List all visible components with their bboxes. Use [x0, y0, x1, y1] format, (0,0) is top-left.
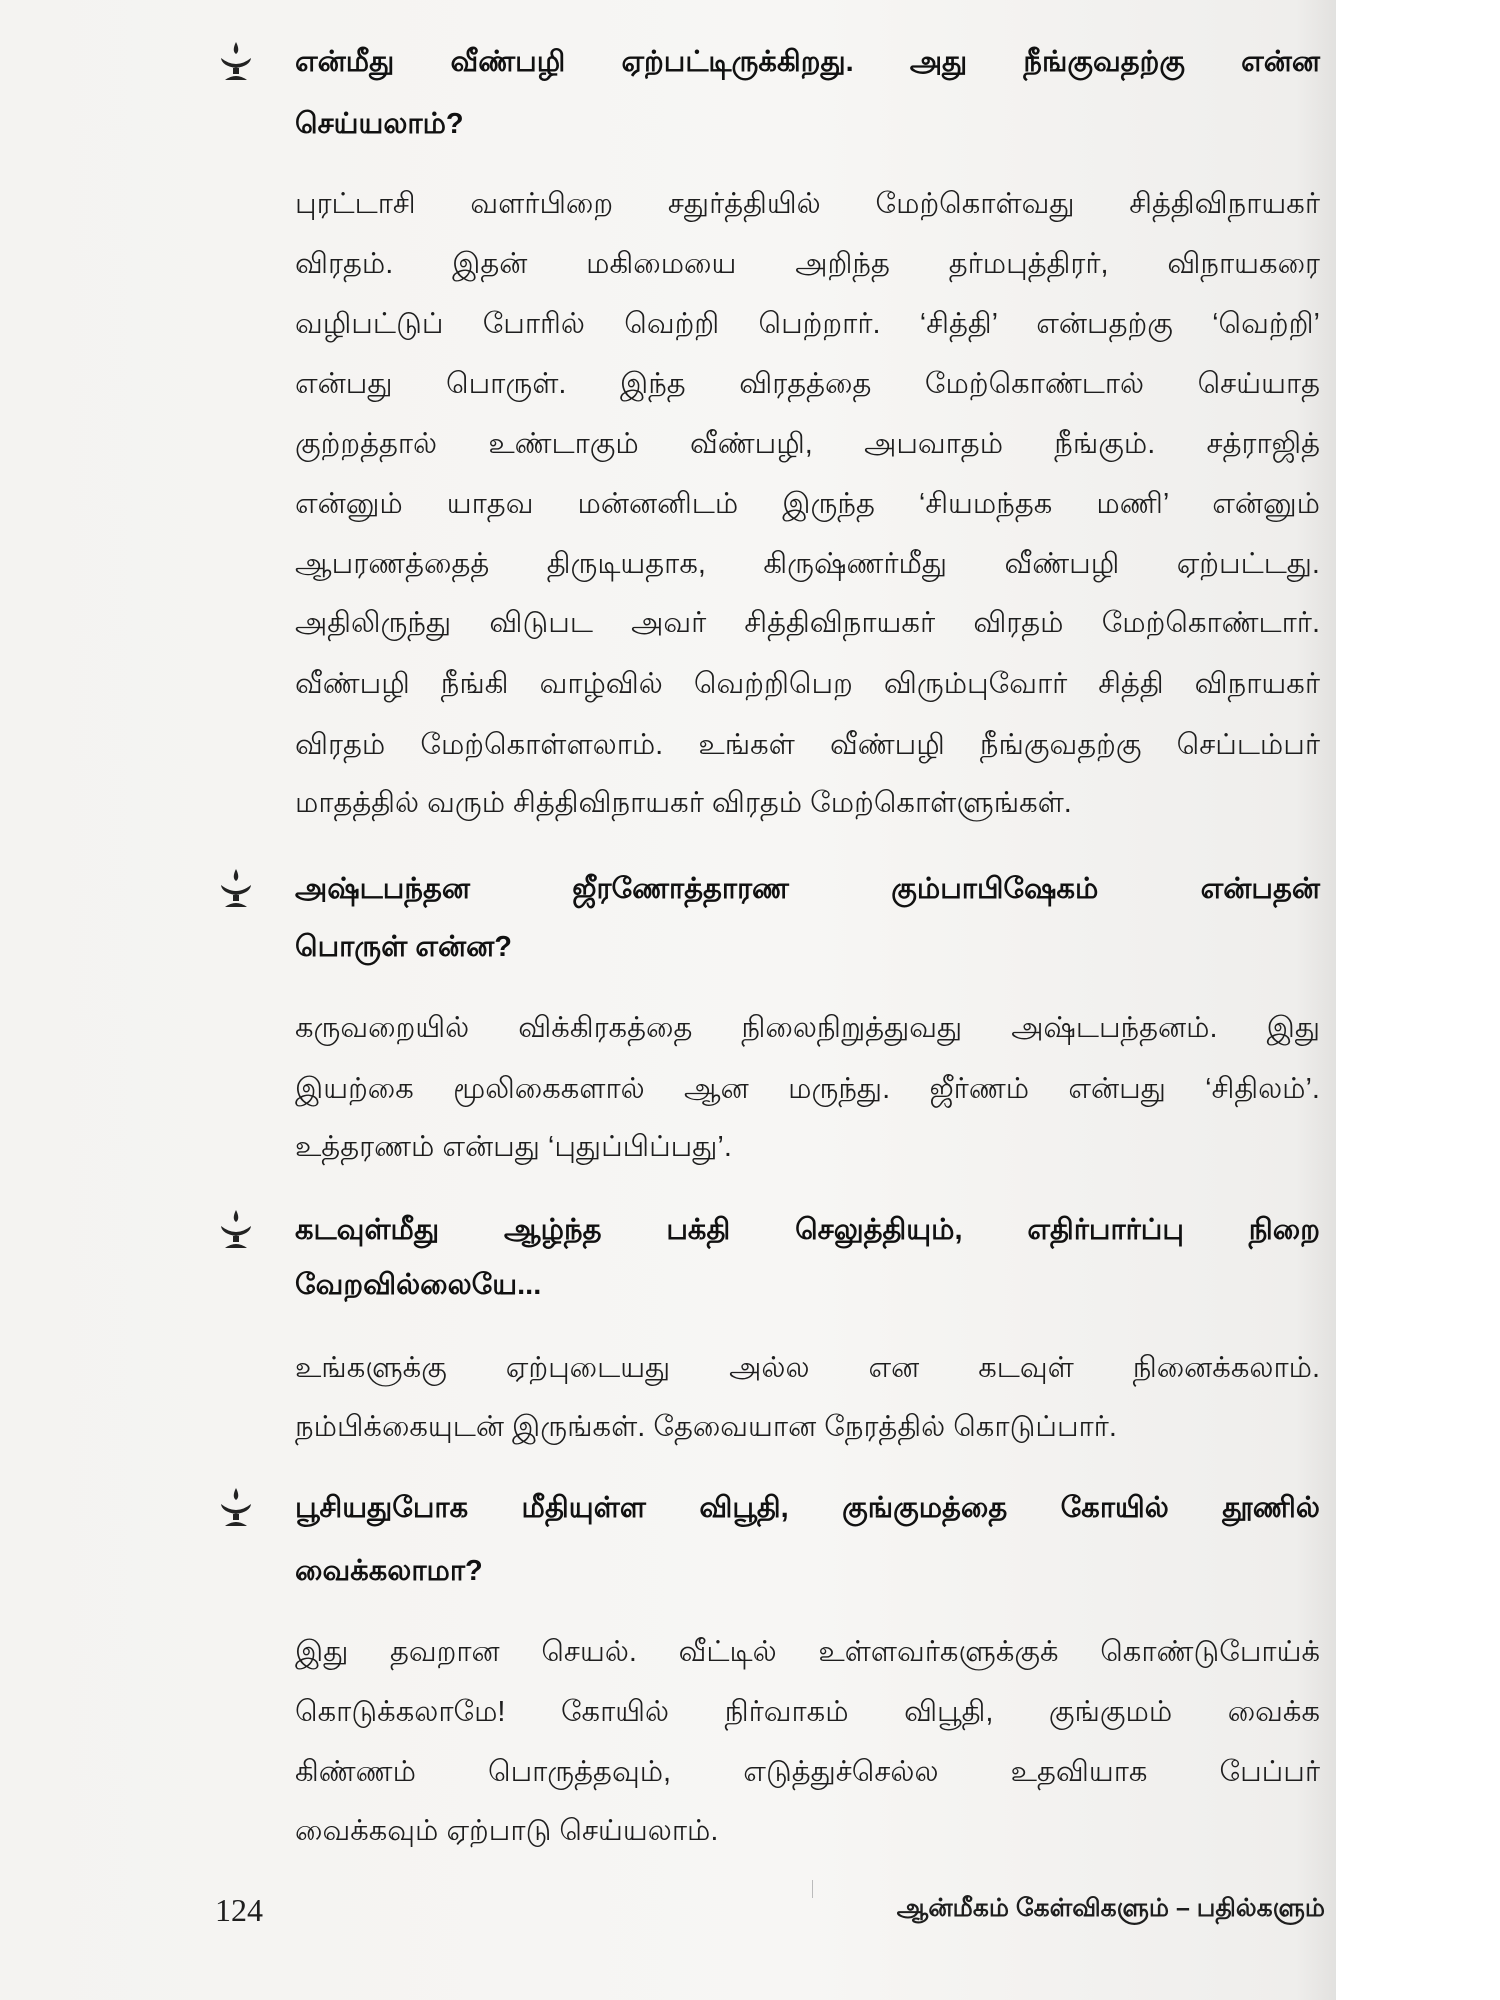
answer-line: கருவறையில் விக்கிரகத்தை நிலைநிறுத்துவது அஷ்டபந்தனம். இது: [295, 1012, 1320, 1044]
running-title: ஆன்மீகம் கேள்விகளும் – பதில்களும்: [896, 1894, 1325, 1922]
answer-line: இயற்கை மூலிகைகளால் ஆன மருந்து. ஜீர்ணம் என்பது ‘சிதிலம்’.: [295, 1073, 1320, 1105]
question-line: கடவுள்மீது ஆழ்ந்த பக்தி செலுத்தியும், எதிர்பார்ப்பு நிறை: [295, 1214, 1320, 1246]
answer-line: கொடுக்கலாமே! கோயில் நிர்வாகம் விபூதி, குங்குமம் வைக்க: [295, 1696, 1320, 1728]
answer-line: இது தவறான செயல். வீட்டில் உள்ளவர்களுக்குக் கொண்டுபோய்க்: [295, 1636, 1320, 1668]
answer-line: வழிபட்டுப் போரில் வெற்றி பெற்றார். ‘சித்தி’ என்பதற்கு ‘வெற்றி’: [295, 308, 1320, 340]
question-line: வைக்கலாமா?: [295, 1555, 483, 1587]
answer-line: வீண்பழி நீங்கி வாழ்வில் வெற்றிபெற விரும்புவோர் சித்தி விநாயகர்: [295, 668, 1320, 700]
answer-line: அதிலிருந்து விடுபட அவர் சித்திவிநாயகர் விரதம் மேற்கொண்டார்.: [295, 607, 1320, 639]
question-line: வேறவில்லையே...: [295, 1269, 542, 1301]
oil-lamp-icon: [216, 867, 256, 911]
question-line: என்மீது வீண்பழி ஏற்பட்டிருக்கிறது. அது நீங்குவதற்கு என்ன: [295, 46, 1320, 78]
question-line: செய்யலாம்?: [295, 108, 464, 140]
answer-line: மாதத்தில் வரும் சித்திவிநாயகர் விரதம் மேற்கொள்ளுங்கள்.: [295, 787, 1072, 819]
answer-line: உத்தரணம் என்பது ‘புதுப்பிப்பது’.: [295, 1131, 732, 1163]
answer-line: விரதம் மேற்கொள்ளலாம். உங்கள் வீண்பழி நீங்குவதற்கு செப்டம்பர்: [295, 729, 1320, 761]
oil-lamp-icon: [216, 40, 256, 84]
answer-line: விரதம். இதன் மகிமையை அறிந்த தர்மபுத்திரர், விநாயகரை: [295, 248, 1320, 280]
oil-lamp-icon: [216, 1486, 256, 1530]
gutter-mark: [812, 1880, 813, 1898]
answer-line: என்பது பொருள். இந்த விரதத்தை மேற்கொண்டால் செய்யாத: [295, 368, 1320, 400]
answer-line: என்னும் யாதவ மன்னனிடம் இருந்த ‘சியமந்தக மணி’ என்னும்: [295, 488, 1320, 520]
question-line: அஷ்டபந்தன ஜீரணோத்தாரண கும்பாபிஷேகம் என்பதன்: [295, 873, 1320, 905]
question-line: பொருள் என்ன?: [295, 931, 512, 963]
answer-line: நம்பிக்கையுடன் இருங்கள். தேவையான நேரத்தில் கொடுப்பார்.: [295, 1411, 1117, 1443]
answer-line: உங்களுக்கு ஏற்புடையது அல்ல என கடவுள் நினைக்கலாம்.: [295, 1352, 1320, 1384]
page-number: 124: [215, 1892, 263, 1928]
answer-line: வைக்கவும் ஏற்பாடு செய்யலாம்.: [295, 1815, 719, 1847]
question-line: பூசியதுபோக மீதியுள்ள விபூதி, குங்குமத்தை கோயில் தூணில்: [295, 1492, 1320, 1524]
answer-line: குற்றத்தால் உண்டாகும் வீண்பழி, அபவாதம் நீங்கும். சத்ராஜித்: [295, 428, 1320, 460]
answer-line: கிண்ணம் பொருத்தவும், எடுத்துச்செல்ல உதவியாக பேப்பர்: [295, 1756, 1320, 1788]
oil-lamp-icon: [216, 1208, 256, 1252]
answer-line: ஆபரணத்தைத் திருடியதாக, கிருஷ்ணர்மீது வீண்பழி ஏற்பட்டது.: [295, 548, 1320, 580]
answer-line: புரட்டாசி வளர்பிறை சதுர்த்தியில் மேற்கொள்வது சித்திவிநாயகர்: [295, 188, 1320, 220]
